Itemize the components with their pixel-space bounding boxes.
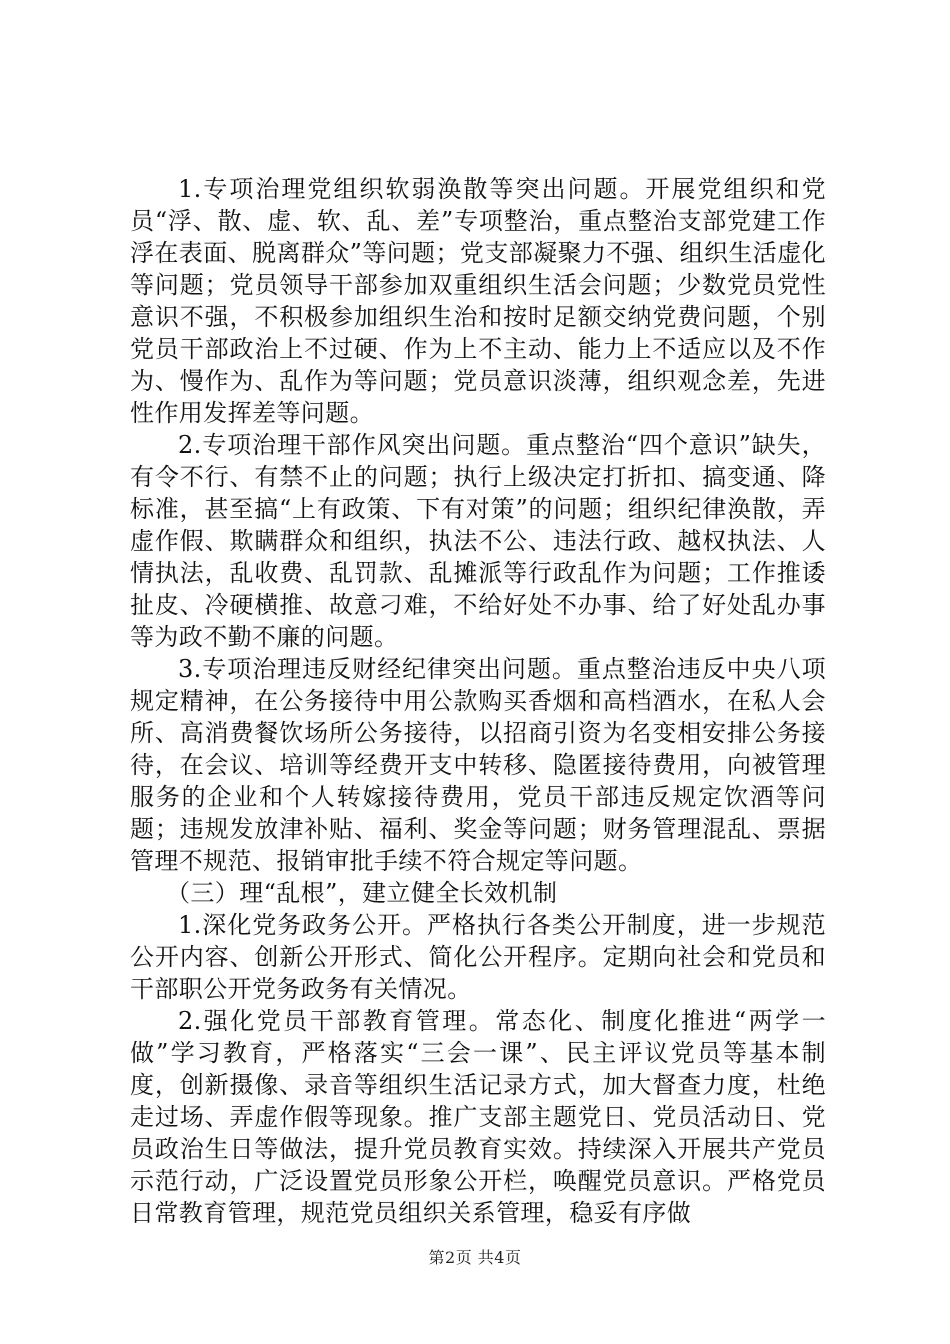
paragraph-cadre-style: 2.专项治理干部作风突出问题。重点整治“四个意识”缺失，有令不行、有禁不止的问题；执行上级决定打折扣、搞变通、降标准，甚至搞“上有政策、下有对策”的问题；组织纪律涣散，弄虚作假、欺瞒群众和组织，执法不公、违法行政、越权执法、人情执法，乱收费、乱罚款、乱摊派等行政乱作为问题；工作推诿扯皮、冷硬横推、故意刁难，不给好处不办事、给了好处乱办事等为政不勤不廉的问题。: [130, 431, 826, 651]
page-number-footer: 第2页 共4页: [428, 1248, 522, 1267]
section-heading: （三）理“乱根”，建立健全长效机制: [166, 879, 558, 907]
document-body: [130, 173, 826, 1229]
paragraph-party-organization: 1.专项治理党组织软弱涣散等突出问题。开展党组织和党员“浮、散、虚、软、乱、差”专项整治，重点整治支部党建工作浮在表面、脱离群众”等问题；党支部凝聚力不强、组织生活虚化等问题；党员领导干部参加双重组织生活会问题；少数党员党性意识不强，不积极参加组织生治和按时足额交纳党费问题，个别党员干部政治上不过硬、作为上不主动、能力上不适应以及不作为、慢作为、乱作为等问题；党员意识淡薄，组织观念差，先进性作用发挥差等问题。: [130, 175, 826, 427]
paragraph-education-management: 2.强化党员干部教育管理。常态化、制度化推进“两学一做”学习教育，严格落实“三会一课”、民主评议党员等基本制度，创新摄像、录音等组织生活记录方式，加大督查力度，杜绝走过场、弄虚作假等现象。推广支部主题党日、党员活动日、党员政治生日等做法，提升党员教育实效。持续深入开展共产党员示范行动，广泛设置党员形象公开栏，唤醒党员意识。严格党员日常教育管理，规范党员组织关系管理，稳妥有序做: [130, 1007, 826, 1227]
paragraph-financial-discipline: 3.专项治理违反财经纪律突出问题。重点整治违反中央八项规定精神，在公务接待中用公款购买香烟和高档酒水，在私人会所、高消费餐饮场所公务接待，以招商引资为名变相安排公务接待，在会议、培训等经费开支中转移、隐匿接待费用，向被管理服务的企业和个人转嫁接待费用，党员干部违反规定饮酒等问题；违规发放津补贴、福利、奖金等问题；财务管理混乱、票据管理不规范、报销审批手续不符合规定等问题。: [130, 655, 826, 875]
paragraph-transparency: 1.深化党务政务公开。严格执行各类公开制度，进一步规范公开内容、创新公开形式、简化公开程序。定期向社会和党员和干部职公开党务政务有关情况。: [130, 911, 826, 1003]
